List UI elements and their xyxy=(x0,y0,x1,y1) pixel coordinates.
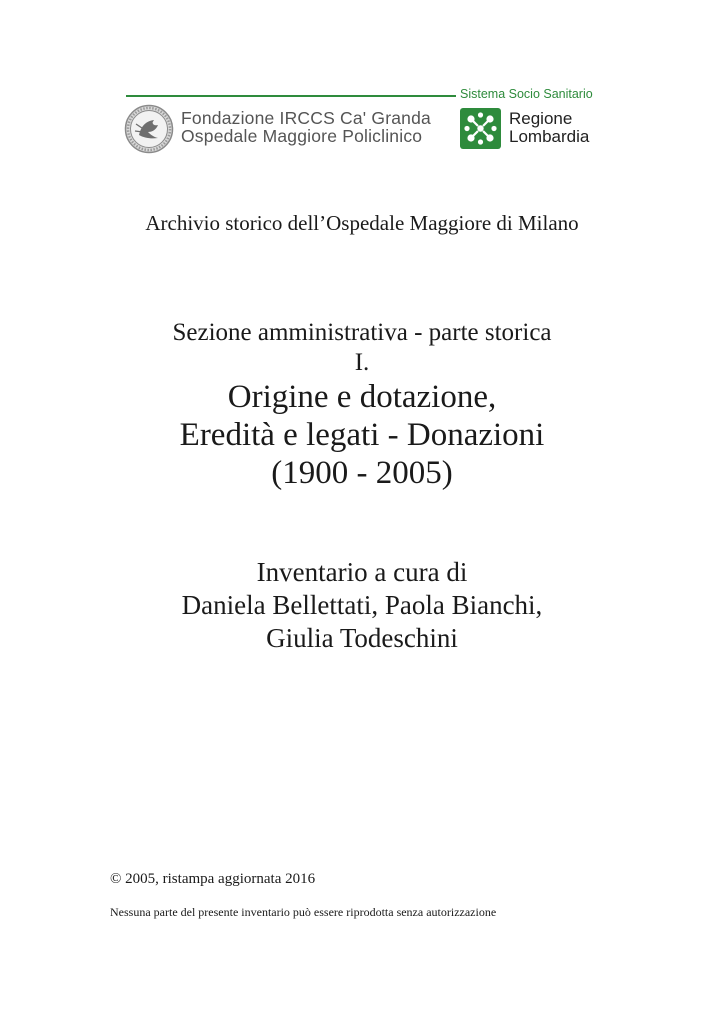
sistema-socio-sanitario-label: Sistema Socio Sanitario xyxy=(460,87,593,101)
inventory-credit: Inventario a cura di xyxy=(256,557,468,587)
regione-line-1: Regione xyxy=(509,109,573,128)
authors-block xyxy=(0,556,724,655)
section-title-block xyxy=(0,318,724,492)
main-title-dates: (1900 - 2005) xyxy=(271,455,453,491)
section-number: I. xyxy=(354,349,370,376)
regione-line-2: Lombardia xyxy=(509,127,590,146)
main-title-line-1: Origine e dotazione, xyxy=(227,379,497,415)
header-logos xyxy=(122,86,612,156)
hospital-seal-icon xyxy=(124,104,174,154)
fondazione-line-2: Ospedale Maggiore Policlinico xyxy=(181,126,423,146)
regione-lombardia-name xyxy=(509,110,589,146)
section-subtitle: Sezione amministrativa - parte storica xyxy=(172,319,552,346)
fondazione-line-1: Fondazione IRCCS Ca' Granda xyxy=(181,108,431,128)
copyright-notice: © 2005, ristampa aggiornata 2016 xyxy=(110,871,316,887)
regione-lombardia-rose-icon xyxy=(460,108,501,149)
authors-line-1: Daniela Bellettati, Paola Bianchi, xyxy=(181,590,543,620)
reproduction-disclaimer: Nessuna parte del presente inventario può essere riprodotta senza autorizzazione xyxy=(110,905,497,919)
fondazione-name xyxy=(181,109,431,145)
authors-line-2: Giulia Todeschini xyxy=(266,623,458,653)
archive-title: Archivio storico dell’Ospedale Maggiore di Milano xyxy=(145,211,579,235)
header-divider xyxy=(126,95,456,97)
main-title-line-2: Eredità e legati - Donazioni xyxy=(179,417,545,453)
